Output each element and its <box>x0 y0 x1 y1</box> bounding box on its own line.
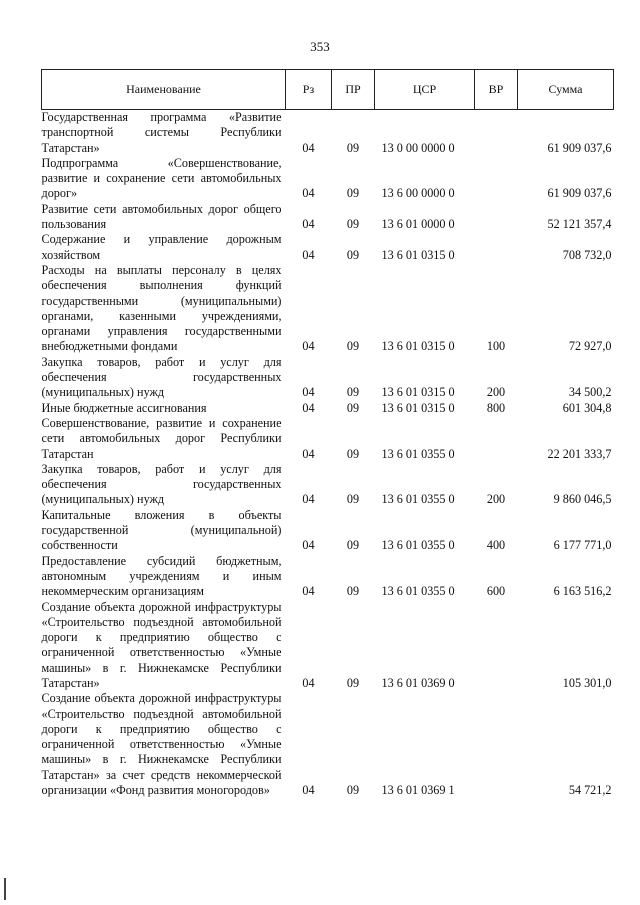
row-sum: 61 909 037,6 <box>547 186 612 201</box>
row-vr <box>475 691 518 798</box>
row-rz: 04 <box>302 339 315 354</box>
row-vr <box>475 600 518 692</box>
row-vr <box>475 232 518 263</box>
row-pr: 09 <box>346 217 360 232</box>
row-rz: 04 <box>302 538 315 553</box>
row-vr <box>475 202 518 233</box>
row-vr: 400 <box>486 538 506 553</box>
table-row <box>42 202 614 233</box>
row-pr: 09 <box>346 400 360 415</box>
row-pr: 09 <box>346 140 360 155</box>
row-vr: 600 <box>486 584 506 599</box>
row-vr: 200 <box>486 492 506 507</box>
row-rz: 04 <box>302 675 315 690</box>
budget-table <box>41 69 614 798</box>
row-name: Расходы на выплаты персоналу в целях обеспечения выполнения функций государственными (муниципальными) органами, казенными учреждениями, органами управления государственными внебюджетными фондами <box>41 262 282 354</box>
row-name: Иные бюджетные ассигнования <box>41 400 207 415</box>
row-pr: 09 <box>346 584 360 599</box>
table-row <box>42 462 614 508</box>
row-name: Капитальные вложения в объекты государственной (муниципальной) собственности <box>41 507 282 553</box>
row-rz: 04 <box>302 385 315 400</box>
row-rz: 04 <box>302 217 315 232</box>
row-rz: 04 <box>302 247 315 262</box>
row-sum: 52 121 357,4 <box>547 217 612 232</box>
row-vr: 200 <box>486 385 506 400</box>
scan-edge-mark <box>4 878 6 900</box>
row-rz: 04 <box>302 584 315 599</box>
row-csr: 13 6 01 0315 0 <box>381 339 455 354</box>
row-csr: 13 6 01 0000 0 <box>381 217 455 232</box>
column-header-csr: ЦСР <box>375 70 475 110</box>
table-row <box>42 355 614 401</box>
row-name: Совершенствование, развитие и сохранение сети автомобильных дорог Республики Татарстан <box>41 415 282 461</box>
row-rz: 04 <box>302 186 315 201</box>
row-pr: 09 <box>346 385 360 400</box>
row-name: Закупка товаров, работ и услуг для обеспечения государственных (муниципальных) нужд <box>41 461 282 507</box>
row-csr: 13 6 01 0369 0 <box>381 675 455 690</box>
table-row <box>42 600 614 692</box>
row-csr: 13 0 00 0000 0 <box>381 140 455 155</box>
row-name: Развитие сети автомобильных дорог общего пользования <box>41 201 282 232</box>
table-body <box>42 110 614 799</box>
row-rz: 04 <box>302 400 315 415</box>
row-pr: 09 <box>346 783 360 798</box>
row-csr: 13 6 01 0355 0 <box>381 538 455 553</box>
table-row <box>42 508 614 554</box>
table-header-row <box>42 70 614 110</box>
column-header-sum: Сумма <box>518 70 614 110</box>
row-name: Государственная программа «Развитие транспортной системы Республики Татарстан» <box>41 110 282 155</box>
row-name: Подпрограмма «Совершенствование, развитие и сохранение сети автомобильных дорог» <box>41 155 282 201</box>
table-row <box>42 232 614 263</box>
row-pr: 09 <box>346 492 360 507</box>
row-rz: 04 <box>302 783 315 798</box>
table-row <box>42 554 614 600</box>
row-rz: 04 <box>302 140 315 155</box>
row-pr: 09 <box>346 339 360 354</box>
page-number: 353 <box>310 39 330 54</box>
row-pr: 09 <box>346 446 360 461</box>
row-csr: 13 6 01 0355 0 <box>381 492 455 507</box>
table-row <box>42 156 614 202</box>
row-sum: 708 732,0 <box>562 247 612 262</box>
row-sum: 105 301,0 <box>562 675 612 690</box>
row-vr <box>475 110 518 156</box>
row-pr: 09 <box>346 247 360 262</box>
row-vr <box>475 416 518 462</box>
table-row <box>42 263 614 355</box>
row-vr: 100 <box>486 339 506 354</box>
row-name: Закупка товаров, работ и услуг для обеспечения государственных (муниципальных) нужд <box>41 354 282 400</box>
row-name: Предоставление субсидий бюджетным, автономным учреждениям и иным некоммерческим организациям <box>41 553 282 599</box>
column-header-name: Наименование <box>42 70 286 110</box>
row-vr: 800 <box>486 400 506 415</box>
table-row <box>42 691 614 798</box>
row-pr: 09 <box>346 675 360 690</box>
row-csr: 13 6 00 0000 0 <box>381 186 455 201</box>
row-sum: 601 304,8 <box>562 400 612 415</box>
row-pr: 09 <box>346 186 360 201</box>
row-sum: 6 177 771,0 <box>553 538 612 553</box>
row-csr: 13 6 01 0355 0 <box>381 446 455 461</box>
row-sum: 72 927,0 <box>568 339 612 354</box>
row-sum: 34 500,2 <box>568 385 612 400</box>
row-name: Создание объекта дорожной инфраструктуры «Строительство подъездной автомобильной дороги к предприятию общество с ограниченной ответственностью «Умные машины» в г. Нижнекамске Республики Татарстан» <box>41 599 282 690</box>
column-header-rz: Рз <box>286 70 332 110</box>
row-sum: 6 163 516,2 <box>553 584 612 599</box>
row-vr <box>475 156 518 202</box>
row-csr: 13 6 01 0315 0 <box>381 400 455 415</box>
row-sum: 54 721,2 <box>568 783 612 798</box>
row-sum: 9 860 046,5 <box>553 492 612 507</box>
row-rz: 04 <box>302 492 315 507</box>
table-row <box>42 401 614 416</box>
table-row <box>42 416 614 462</box>
row-name: Содержание и управление дорожным хозяйством <box>41 232 282 262</box>
table-row <box>42 110 614 156</box>
row-csr: 13 6 01 0315 0 <box>381 385 455 400</box>
row-sum: 61 909 037,6 <box>547 140 612 155</box>
row-csr: 13 6 01 0355 0 <box>381 584 455 599</box>
column-header-pr: ПР <box>332 70 375 110</box>
row-csr: 13 6 01 0369 1 <box>381 783 455 798</box>
row-csr: 13 6 01 0315 0 <box>381 247 455 262</box>
row-pr: 09 <box>346 538 360 553</box>
row-sum: 22 201 333,7 <box>547 446 612 461</box>
column-header-vr: ВР <box>475 70 518 110</box>
row-name: Создание объекта дорожной инфраструктуры «Строительство подъездной автомобильной дороги к предприятию общество с ограниченной ответственностью «Умные машины» в г. Нижнекамске Республики Татарстан» за счет средств некоммерческой организации «Фонд развития моногородов» <box>41 691 282 798</box>
row-rz: 04 <box>302 446 315 461</box>
